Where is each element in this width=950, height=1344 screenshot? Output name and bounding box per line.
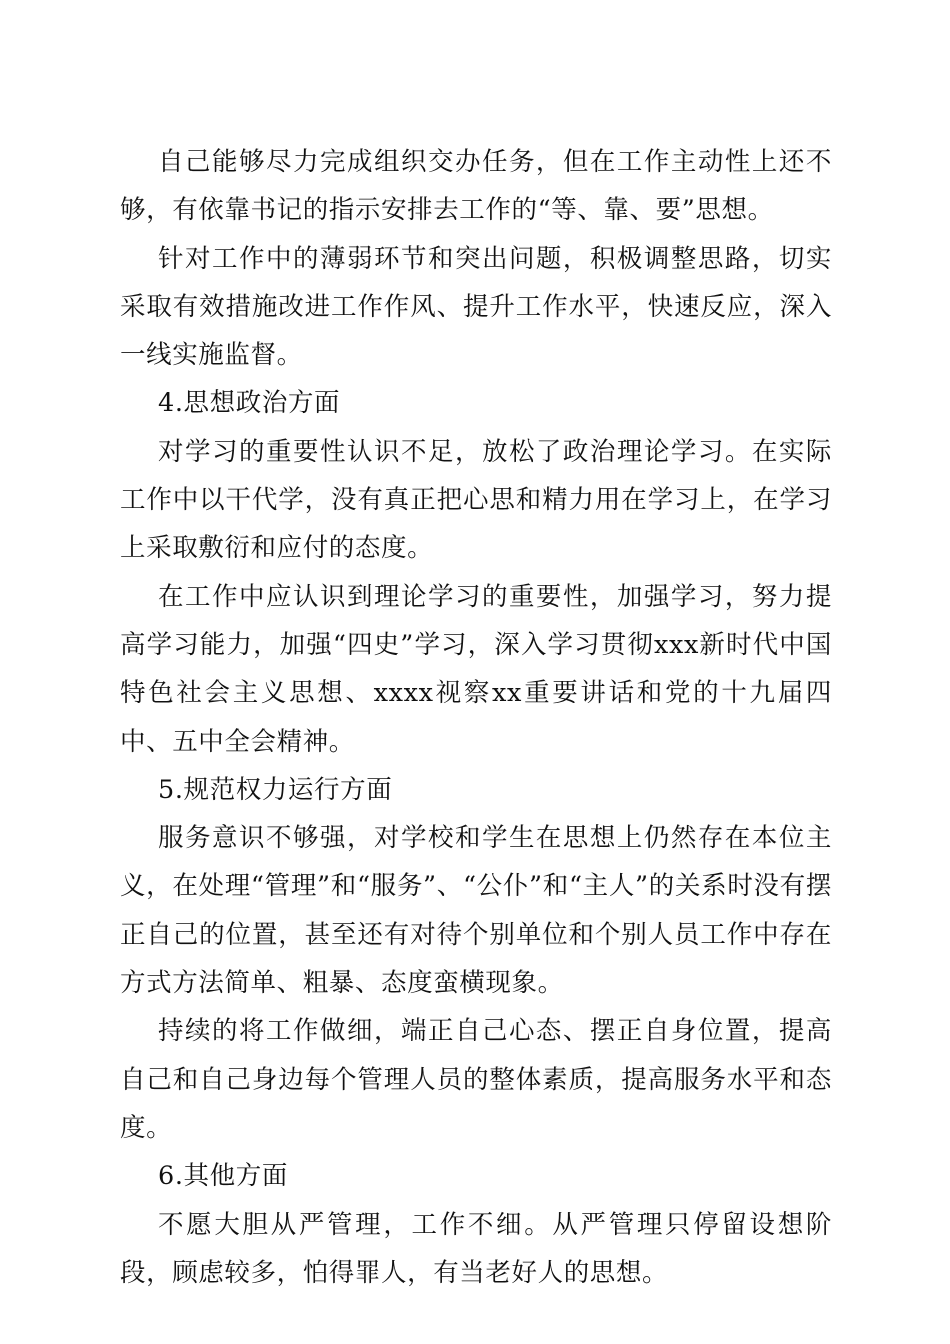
paragraph-ideology-issue: 对学习的重要性认识不足，放松了政治理论学习。在实际工作中以干代学，没有真正把心思和精力用在学习上，在学习上采取敷衍和应付的态度。 xyxy=(120,436,832,564)
section-heading-other: 6.其他方面 xyxy=(158,1161,288,1192)
paragraph-power-issue: 服务意识不够强，对学校和学生在思想上仍然存在本位主义，在处理“管理”和“服务”、“公仆”和“主人”的关系时没有摆正自己的位置，甚至还有对待个别单位和个别人员工作中存在方式方法简单、粗暴、态度蛮横现象。 xyxy=(120,823,832,999)
paragraph-other-issue: 不愿大胆从严管理，工作不细。从严管理只停留设想阶段，顾虑较多，怕得罪人，有当老好人的思想。 xyxy=(120,1209,832,1288)
section-heading-ideology: 4.思想政治方面 xyxy=(158,388,341,419)
paragraph-power-remedy: 持续的将工作做细，端正自己心态、摆正自身位置，提高自己和自己身边每个管理人员的整体素质，提高服务水平和态度。 xyxy=(120,1016,832,1143)
paragraph-ideology-remedy: 在工作中应认识到理论学习的重要性，加强学习，努力提高学习能力，加强“四史”学习，深入学习贯彻xxx新时代中国特色社会主义思想、xxxx视察xx重要讲话和党的十九届四中、五中全会精神。 xyxy=(120,581,832,757)
paragraph-initiative: 自己能够尽力完成组织交办任务，但在工作主动性上还不够，有依靠书记的指示安排去工作的“等、靠、要”思想。 xyxy=(120,147,832,226)
paragraph-initiative-remedy: 针对工作中的薄弱环节和突出问题，积极调整思路，切实采取有效措施改进工作作风、提升工作水平，快速反应，深入一线实施监督。 xyxy=(120,243,832,371)
document-body xyxy=(120,138,832,1297)
section-heading-power: 5.规范权力运行方面 xyxy=(158,774,393,805)
